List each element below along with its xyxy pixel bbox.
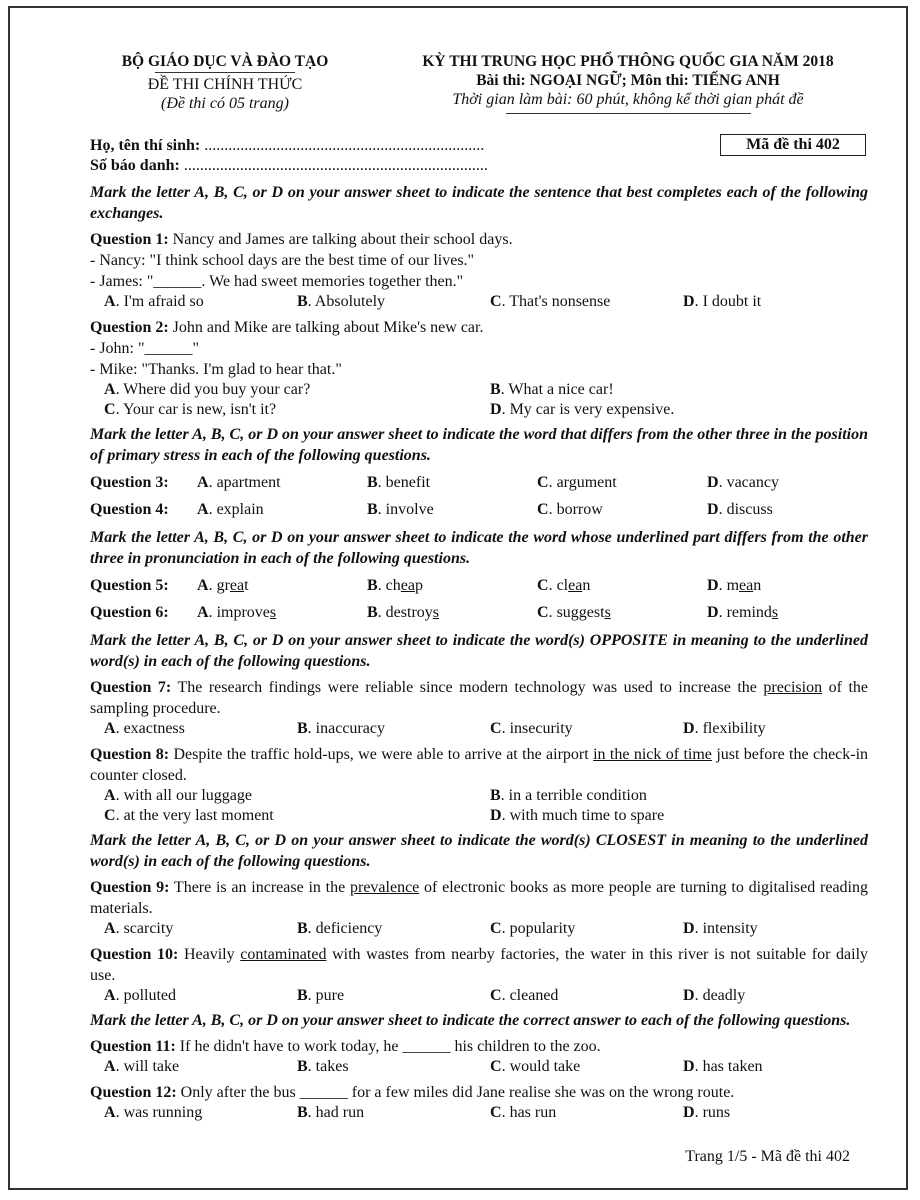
exam-title: KỲ THI TRUNG HỌC PHỔ THÔNG QUỐC GIA NĂM 2018 (422, 53, 834, 70)
official-label: ĐỀ THI CHÍNH THỨC (147, 76, 303, 93)
exam-header (90, 52, 868, 114)
question-9: Question 9: There is an increase in the prevalence of electronic books as more people are turning to digitalised reading materials. A. scarcity B. deficiency C. popularity D. intensity (90, 877, 868, 939)
question-4 (90, 496, 868, 523)
option-a[interactable]: A. Where did you buy your car? (104, 381, 311, 398)
question-label: Question 8: (90, 746, 170, 763)
option-d[interactable]: D. intensity (683, 920, 758, 937)
option-c[interactable]: C. That's nonsense (490, 293, 611, 310)
question-label: Question 11: (90, 1038, 176, 1055)
option-a[interactable]: A. will take (104, 1058, 180, 1075)
question-3 (90, 469, 868, 496)
question-5 (90, 572, 868, 599)
question-7: Question 7: The research findings were reliable since modern technology was used to increase the precision of the sampling procedure. A. exactness B. inaccuracy C. insecurity D. flexibility (90, 677, 868, 739)
exam-page (8, 6, 908, 1190)
underlined-word: precision (763, 679, 823, 696)
option-c[interactable]: C. has run (490, 1104, 557, 1121)
dialogue-line: - Mike: "Thanks. I'm glad to hear that." (90, 361, 342, 378)
header-divider (155, 72, 295, 73)
option-b[interactable]: B. in a terrible condition (490, 787, 647, 804)
exam-content (90, 52, 868, 1123)
option-b[interactable]: B. What a nice car! (490, 381, 614, 398)
question-12 (90, 1082, 868, 1123)
option-d[interactable]: D. reminds (707, 604, 779, 621)
option-d[interactable]: D. discuss (707, 501, 773, 518)
header-left (90, 52, 360, 114)
option-d[interactable]: D. My car is very expensive. (490, 401, 675, 418)
question-label: Question 1: (90, 231, 169, 248)
question-label: Question 4: (90, 501, 169, 518)
question-label: Question 9: (90, 879, 170, 896)
question-label: Question 3: (90, 474, 169, 491)
question-11 (90, 1036, 868, 1077)
question-label: Question 12: (90, 1084, 177, 1101)
candidate-name-field[interactable]: ...................................................................... (204, 137, 485, 154)
option-d[interactable]: D. runs (683, 1104, 731, 1121)
section-instruction: Mark the letter A, B, C, or D on your answer sheet to indicate the word that differs from the other three in the position of primary stress in each of the following questions. (90, 426, 868, 464)
option-d[interactable]: D. deadly (683, 987, 746, 1004)
section-instruction: Mark the letter A, B, C, or D on your answer sheet to indicate the word(s) OPPOSITE in meaning to the underlined word(s) in each of the following questions. (90, 632, 868, 670)
option-a[interactable]: A. great (197, 577, 249, 594)
underlined-word: in the nick of time (593, 746, 712, 763)
section-instruction: Mark the letter A, B, C, or D on your answer sheet to indicate the sentence that best completes each of the following exchanges. (90, 184, 868, 222)
option-d[interactable]: D. vacancy (707, 474, 779, 491)
option-b[interactable]: B. destroys (367, 604, 440, 621)
exam-code-box: Mã đề thi 402 (720, 134, 866, 156)
underlined-word: prevalence (350, 879, 420, 896)
candidate-info (90, 136, 868, 178)
question-10: Question 10: Heavily contaminated with wastes from nearby factories, the water in this river is not suitable for daily use. A. polluted B. pure C. cleaned D. deadly (90, 944, 868, 1006)
header-right (388, 52, 868, 114)
option-b[interactable]: B. cheap (367, 577, 423, 594)
option-c[interactable]: C. would take (490, 1058, 581, 1075)
option-a[interactable]: A. polluted (104, 987, 176, 1004)
underlined-word: contaminated (240, 946, 327, 963)
question-2 (90, 317, 868, 420)
page-footer: Trang 1/5 - Mã đề thi 402 (685, 1148, 850, 1165)
candidate-name-label: Họ, tên thí sinh: (90, 137, 201, 154)
question-stem: If he didn't have to work today, he ______ his children to the zoo. (179, 1038, 601, 1055)
option-c[interactable]: C. at the very last moment (104, 807, 274, 824)
section-instruction: Mark the letter A, B, C, or D on your answer sheet to indicate the word(s) CLOSEST in meaning to the underlined word(s) in each of the following questions. (90, 832, 868, 870)
section-instruction: Mark the letter A, B, C, or D on your answer sheet to indicate the word whose underlined part differs from the other three in pronunciation in each of the following questions. (90, 529, 868, 567)
option-a[interactable]: A. improves (197, 604, 277, 621)
option-b[interactable]: B. benefit (367, 474, 431, 491)
option-c[interactable]: C. borrow (537, 501, 603, 518)
question-6 (90, 599, 868, 626)
option-a[interactable]: A. apartment (197, 474, 281, 491)
subject-line: Bài thi: NGOẠI NGỮ; Môn thi: TIẾNG ANH (476, 72, 780, 89)
option-b[interactable]: B. pure (297, 987, 345, 1004)
option-b[interactable]: B. takes (297, 1058, 349, 1075)
candidate-id-line (90, 156, 868, 176)
pages-note: (Đề thi có 05 trang) (161, 95, 289, 112)
option-c[interactable]: C. argument (537, 474, 617, 491)
option-d[interactable]: D. has taken (683, 1058, 763, 1075)
section-instruction: Mark the letter A, B, C, or D on your answer sheet to indicate the correct answer to each of the following questions. (90, 1012, 851, 1029)
option-b[interactable]: B. deficiency (297, 920, 383, 937)
question-label: Question 7: (90, 679, 172, 696)
header-divider (506, 113, 751, 114)
option-a[interactable]: A. explain (197, 501, 264, 518)
time-note: Thời gian làm bài: 60 phút, không kể thời gian phát đề (452, 91, 804, 108)
question-label: Question 2: (90, 319, 169, 336)
option-d[interactable]: D. I doubt it (683, 293, 762, 310)
dialogue-line: - John: "______" (90, 340, 200, 357)
question-stem: Only after the bus ______ for a few miles did Jane realise she was on the wrong route. (180, 1084, 735, 1101)
option-c[interactable]: C. clean (537, 577, 591, 594)
option-b[interactable]: B. inaccuracy (297, 720, 385, 737)
option-a[interactable]: A. I'm afraid so (104, 293, 204, 310)
question-stem: Nancy and James are talking about their school days. (172, 231, 513, 248)
ministry-name: BỘ GIÁO DỤC VÀ ĐÀO TẠO (121, 53, 329, 70)
option-c[interactable]: C. Your car is new, isn't it? (104, 401, 277, 418)
option-c[interactable]: C. cleaned (490, 987, 559, 1004)
option-a[interactable]: A. scarcity (104, 920, 174, 937)
dialogue-line: - James: "______. We had sweet memories together then." (90, 273, 464, 290)
option-b[interactable]: B. had run (297, 1104, 365, 1121)
dialogue-line: - Nancy: "I think school days are the best time of our lives." (90, 252, 475, 269)
option-d[interactable]: D. with much time to spare (490, 807, 665, 824)
option-d[interactable]: D. flexibility (683, 720, 766, 737)
option-b[interactable]: B. involve (367, 501, 434, 518)
option-c[interactable]: C. insecurity (490, 720, 573, 737)
option-a[interactable]: A. exactness (104, 720, 185, 737)
option-a[interactable]: A. with all our luggage (104, 787, 252, 804)
option-a[interactable]: A. was running (104, 1104, 203, 1121)
candidate-id-field[interactable]: ............................................................................ (183, 157, 488, 174)
question-label: Question 5: (90, 577, 169, 594)
question-1 (90, 229, 868, 312)
option-c[interactable]: C. suggests (537, 604, 611, 621)
question-stem: John and Mike are talking about Mike's new car. (172, 319, 484, 336)
question-8: Question 8: Despite the traffic hold-ups, we were able to arrive at the airport in the nick of time just before the check-in counter closed. A. with all our luggage B. in a terrible condition C. at the very last moment D. with much time to spare (90, 744, 868, 826)
option-d[interactable]: D. mean (707, 577, 762, 594)
question-label: Question 10: (90, 946, 179, 963)
option-c[interactable]: C. popularity (490, 920, 576, 937)
question-label: Question 6: (90, 604, 169, 621)
option-b[interactable]: B. Absolutely (297, 293, 386, 310)
candidate-id-label: Số báo danh: (90, 157, 180, 174)
